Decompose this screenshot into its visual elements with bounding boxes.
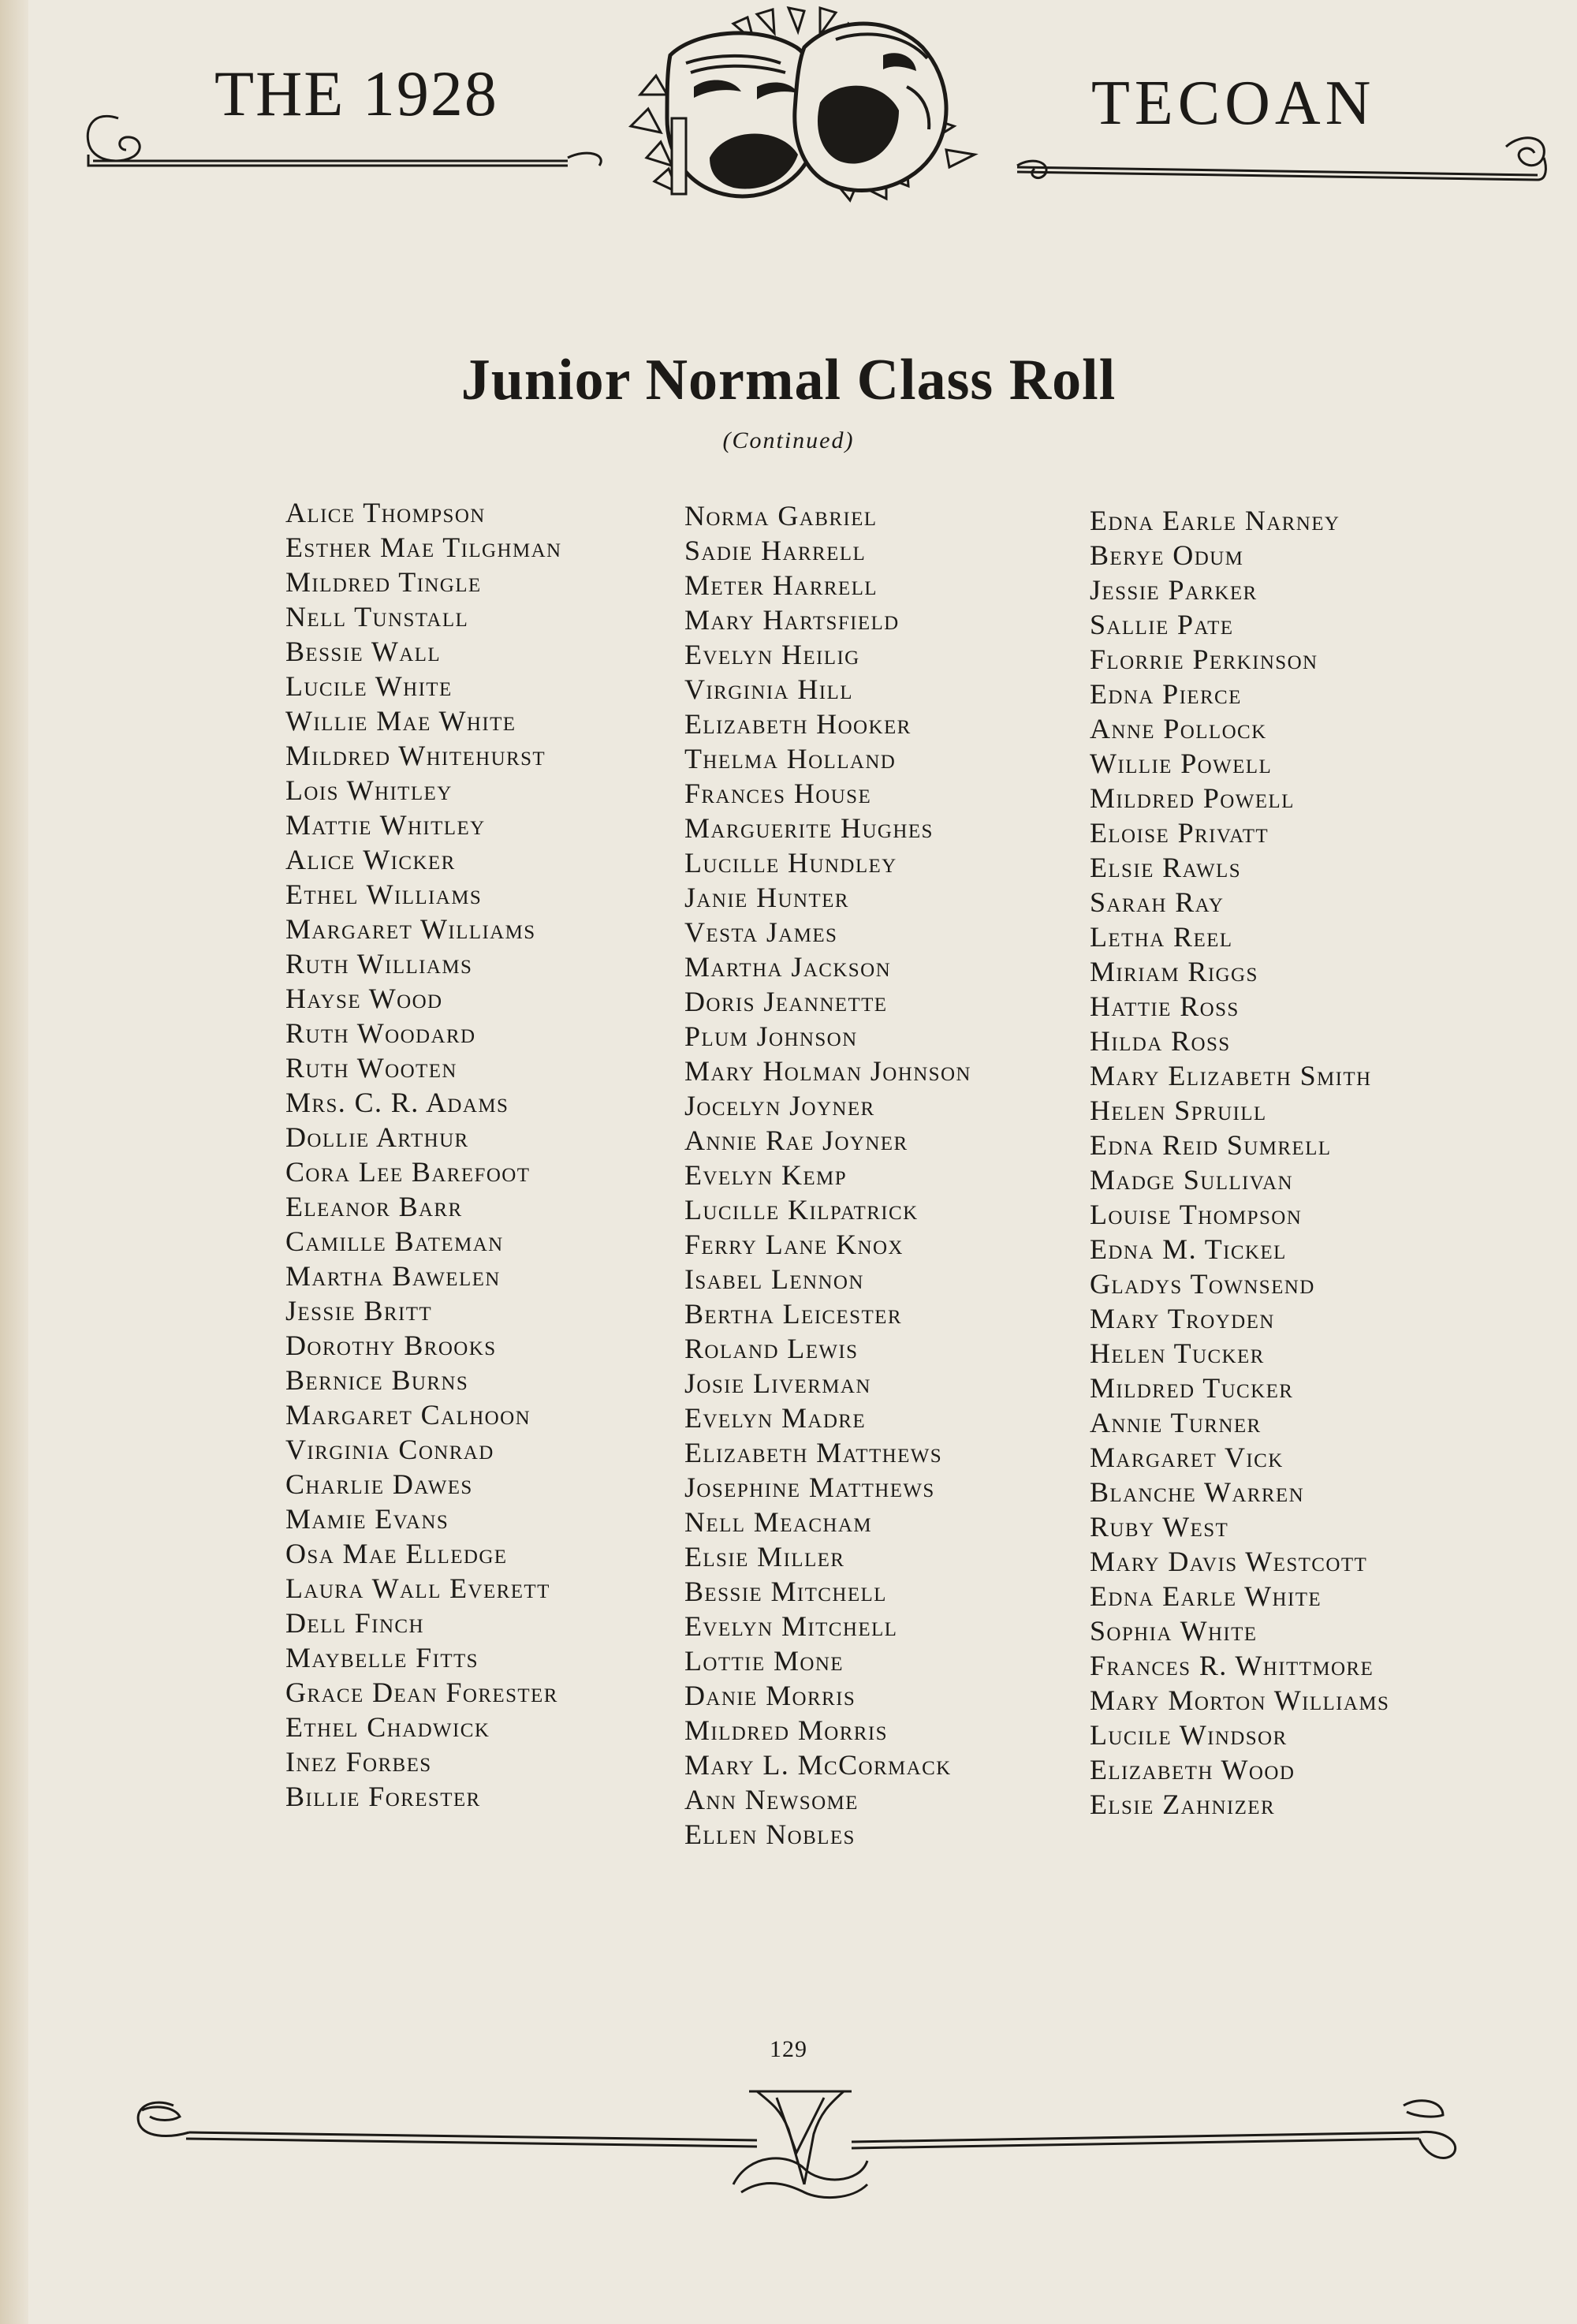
list-item: Mary Troyden bbox=[1090, 1303, 1275, 1334]
list-item: Isabel Lennon bbox=[684, 1263, 864, 1295]
list-item: Louise Thompson bbox=[1090, 1199, 1303, 1230]
list-item: Ethel Williams bbox=[285, 878, 483, 910]
list-item: Willie Powell bbox=[1090, 748, 1273, 779]
list-item: Ellen Nobles bbox=[684, 1819, 856, 1850]
scroll-ornament-icon bbox=[0, 2066, 1577, 2224]
list-item: Eleanor Barr bbox=[285, 1191, 463, 1222]
list-item: Dorothy Brooks bbox=[285, 1330, 497, 1361]
list-item: Mary Morton Williams bbox=[1090, 1684, 1390, 1716]
list-item: Ruth Williams bbox=[285, 948, 473, 979]
list-item: Mildred Powell bbox=[1090, 782, 1295, 814]
theater-masks-icon bbox=[631, 8, 975, 200]
list-item: Margaret Williams bbox=[285, 913, 536, 945]
name-column-2 bbox=[684, 498, 971, 1852]
name-column-1 bbox=[285, 495, 561, 1814]
list-item: Virginia Conrad bbox=[285, 1434, 494, 1465]
list-item: Elizabeth Hooker bbox=[684, 708, 912, 740]
list-item: Edna Pierce bbox=[1090, 678, 1242, 710]
list-item: Vesta James bbox=[684, 916, 838, 948]
list-item: Doris Jeannette bbox=[684, 986, 888, 1017]
list-item: Ruth Woodard bbox=[285, 1017, 476, 1049]
list-item: Martha Jackson bbox=[684, 951, 892, 983]
list-item: Mrs. C. R. Adams bbox=[285, 1087, 509, 1118]
list-item: Cora Lee Barefoot bbox=[285, 1156, 531, 1188]
list-item: Josie Liverman bbox=[684, 1367, 871, 1399]
list-item: Helen Tucker bbox=[1090, 1337, 1265, 1369]
list-item: Ruby West bbox=[1090, 1511, 1229, 1542]
list-item: Sadie Harrell bbox=[684, 535, 867, 566]
list-item: Blanche Warren bbox=[1090, 1476, 1305, 1508]
list-item: Bertha Leicester bbox=[684, 1298, 902, 1330]
list-item: Berye Odum bbox=[1090, 539, 1244, 571]
list-item: Grace Dean Forester bbox=[285, 1677, 558, 1708]
list-item: Lucille Kilpatrick bbox=[684, 1194, 919, 1225]
list-item: Willie Mae White bbox=[285, 705, 516, 737]
list-item: Florrie Perkinson bbox=[1090, 643, 1318, 675]
list-item: Camille Bateman bbox=[285, 1225, 504, 1257]
list-item: Alice Thompson bbox=[285, 497, 486, 528]
list-item: Jocelyn Joyner bbox=[684, 1090, 875, 1121]
list-item: Meter Harrell bbox=[684, 569, 878, 601]
list-item: Evelyn Madre bbox=[684, 1402, 867, 1434]
list-item: Jessie Parker bbox=[1090, 574, 1258, 606]
list-item: Ferry Lane Knox bbox=[684, 1229, 904, 1260]
list-item: Mildred Whitehurst bbox=[285, 740, 546, 771]
list-item: Bernice Burns bbox=[285, 1364, 469, 1396]
list-item: Lucile White bbox=[285, 670, 453, 702]
list-item: Edna M. Tickel bbox=[1090, 1233, 1287, 1265]
list-item: Thelma Holland bbox=[684, 743, 897, 774]
list-item: Ethel Chadwick bbox=[285, 1711, 490, 1743]
list-item: Ann Newsome bbox=[684, 1784, 859, 1815]
list-item: Norma Gabriel bbox=[684, 500, 878, 532]
header-left-text: THE 1928 bbox=[214, 58, 498, 129]
list-item: Frances R. Whittmore bbox=[1090, 1650, 1374, 1681]
list-item: Esther Mae Tilghman bbox=[285, 532, 562, 563]
list-item: Edna Reid Sumrell bbox=[1090, 1129, 1332, 1161]
list-item: Annie Turner bbox=[1090, 1407, 1262, 1438]
list-item: Helen Spruill bbox=[1090, 1095, 1267, 1126]
page-subtitle: (Continued) bbox=[722, 427, 855, 453]
list-item: Sallie Pate bbox=[1090, 609, 1234, 640]
list-item: Hayse Wood bbox=[285, 983, 443, 1014]
list-item: Elsie Rawls bbox=[1090, 852, 1241, 883]
list-item: Elizabeth Matthews bbox=[684, 1437, 943, 1468]
list-item: Mattie Whitley bbox=[285, 809, 486, 841]
name-column-3 bbox=[1090, 503, 1389, 1822]
list-item: Charlie Dawes bbox=[285, 1468, 473, 1500]
list-item: Martha Bawelen bbox=[285, 1260, 501, 1292]
list-item: Elizabeth Wood bbox=[1090, 1754, 1296, 1785]
list-item: Frances House bbox=[684, 778, 872, 809]
list-item: Margaret Calhoon bbox=[285, 1399, 531, 1431]
list-item: Nell Tunstall bbox=[285, 601, 469, 632]
list-item: Evelyn Mitchell bbox=[684, 1610, 898, 1642]
list-item: Mamie Evans bbox=[285, 1503, 449, 1535]
list-item: Annie Rae Joyner bbox=[684, 1125, 908, 1156]
list-item: Virginia Hill bbox=[684, 673, 853, 705]
list-item: Elsie Zahnizer bbox=[1090, 1789, 1276, 1820]
list-item: Mary L. McCormack bbox=[684, 1749, 952, 1781]
list-item: Sophia White bbox=[1090, 1615, 1258, 1647]
list-item: Billie Forester bbox=[285, 1781, 481, 1812]
list-item: Sarah Ray bbox=[1090, 886, 1225, 918]
list-item: Lucille Hundley bbox=[684, 847, 897, 878]
list-item: Mildred Tucker bbox=[1090, 1372, 1294, 1404]
list-item: Lucile Windsor bbox=[1090, 1719, 1288, 1751]
list-item: Ruth Wooten bbox=[285, 1052, 457, 1084]
list-item: Maybelle Fitts bbox=[285, 1642, 479, 1673]
list-item: Madge Sullivan bbox=[1090, 1164, 1293, 1196]
list-item: Josephine Matthews bbox=[684, 1472, 935, 1503]
list-item: Gladys Townsend bbox=[1090, 1268, 1315, 1300]
page-title: Junior Normal Class Roll bbox=[460, 348, 1117, 412]
list-item: Hilda Ross bbox=[1090, 1025, 1231, 1057]
list-item: Marguerite Hughes bbox=[684, 812, 934, 844]
list-item: Evelyn Heilig bbox=[684, 639, 860, 670]
list-item: Dollie Arthur bbox=[285, 1121, 469, 1153]
list-item: Mary Elizabeth Smith bbox=[1090, 1060, 1372, 1091]
list-item: Jessie Britt bbox=[285, 1295, 433, 1326]
list-item: Dell Finch bbox=[285, 1607, 424, 1639]
list-item: Evelyn Kemp bbox=[684, 1159, 847, 1191]
list-item: Mary Holman Johnson bbox=[684, 1055, 971, 1087]
list-item: Alice Wicker bbox=[285, 844, 456, 875]
list-item: Margaret Vick bbox=[1090, 1442, 1284, 1473]
list-item: Plum Johnson bbox=[684, 1020, 858, 1052]
list-item: Mildred Tingle bbox=[285, 566, 482, 598]
list-item: Anne Pollock bbox=[1090, 713, 1267, 744]
list-item: Mary Davis Westcott bbox=[1090, 1546, 1368, 1577]
header-right-text: TECOAN bbox=[1091, 69, 1376, 138]
list-item: Nell Meacham bbox=[684, 1506, 872, 1538]
list-item: Bessie Wall bbox=[285, 636, 442, 667]
list-item: Miriam Riggs bbox=[1090, 956, 1258, 987]
list-item: Mildred Morris bbox=[684, 1714, 888, 1746]
list-item: Eloise Privatt bbox=[1090, 817, 1269, 849]
list-item: Lois Whitley bbox=[285, 774, 453, 806]
list-item: Elsie Miller bbox=[684, 1541, 845, 1572]
page-number: 129 bbox=[770, 2036, 807, 2062]
list-item: Bessie Mitchell bbox=[684, 1576, 887, 1607]
list-item: Letha Reel bbox=[1090, 921, 1233, 953]
list-item: Mary Hartsfield bbox=[684, 604, 900, 636]
list-item: Laura Wall Everett bbox=[285, 1572, 550, 1604]
list-item: Inez Forbes bbox=[285, 1746, 432, 1778]
page-header bbox=[0, 0, 1577, 221]
list-item: Osa Mae Elledge bbox=[285, 1538, 508, 1569]
list-item: Danie Morris bbox=[684, 1680, 856, 1711]
list-item: Roland Lewis bbox=[684, 1333, 859, 1364]
list-item: Edna Earle White bbox=[1090, 1580, 1322, 1612]
list-item: Hattie Ross bbox=[1090, 990, 1240, 1022]
list-item: Edna Earle Narney bbox=[1090, 505, 1340, 536]
list-item: Janie Hunter bbox=[684, 882, 849, 913]
list-item: Lottie Mone bbox=[684, 1645, 844, 1677]
